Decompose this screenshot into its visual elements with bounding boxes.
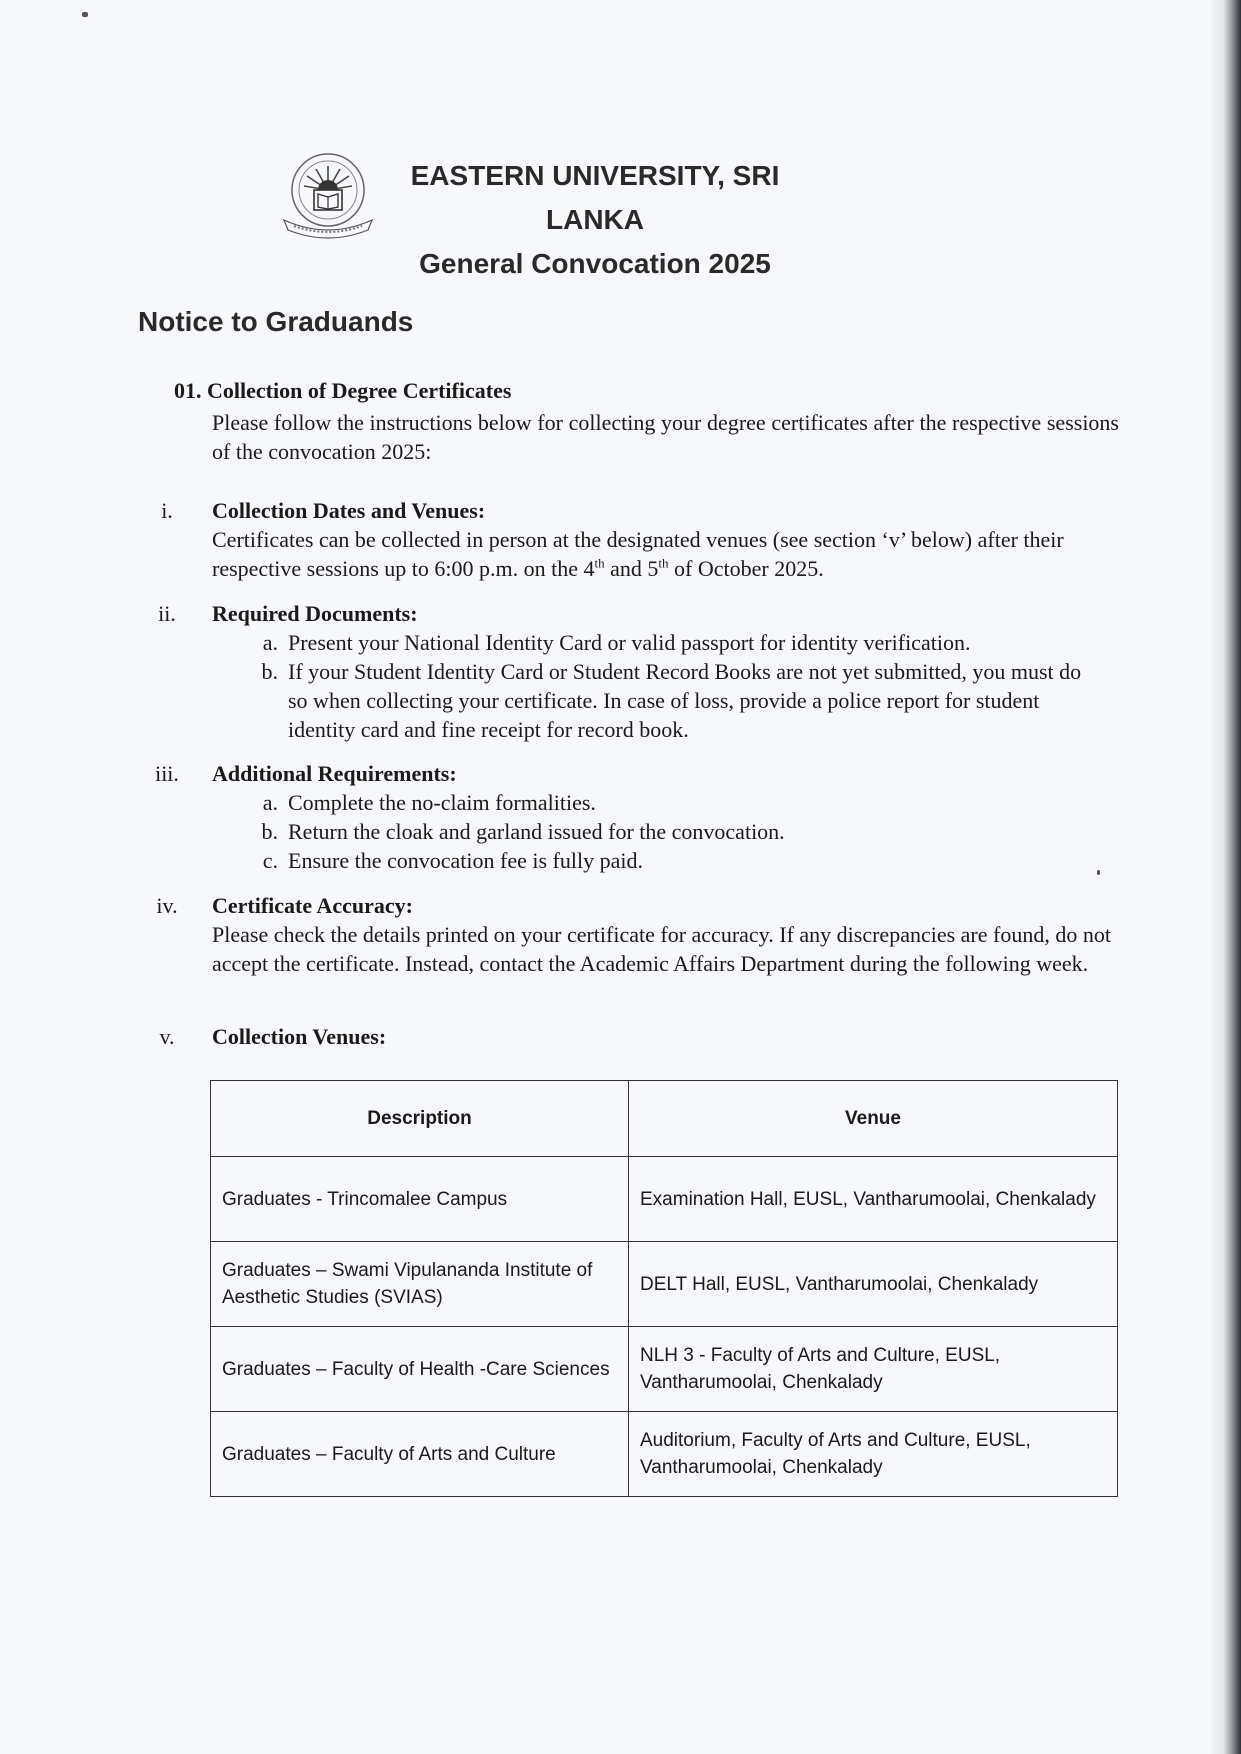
scan-edge (1223, 0, 1241, 1754)
item-numeral: iv. (156, 893, 178, 918)
item-text: Certificates can be collected in person at the designated venues (see section ‘v’ below) after their respective sessions up to 6:00 p.m. on the 4th and 5th of October 2025. (212, 527, 1064, 581)
item-numeral: v. (159, 1024, 175, 1049)
venue-cell: Examination Hall, EUSL, Vantharumoolai, Chenkalady (629, 1157, 1118, 1242)
list-item: a. Complete the no-claim formalities. (262, 790, 596, 815)
table-row (211, 1157, 1118, 1242)
table-row (211, 1327, 1118, 1412)
item-numeral: ii. (158, 601, 176, 626)
university-name: EASTERN UNIVERSITY, SRI LANKA (410, 160, 780, 235)
column-header-venue: Venue (629, 1081, 1118, 1157)
item-additional-requirements (212, 759, 1122, 875)
list-item: a. Present your National Identity Card or valid passport for identity verification. (262, 630, 971, 655)
venue-cell: NLH 3 - Faculty of Arts and Culture, EUSL, Vantharumoolai, Chenkalady (629, 1327, 1118, 1412)
scan-shadow (1209, 0, 1223, 1754)
description-cell: Graduates – Faculty of Arts and Culture (211, 1412, 629, 1497)
letterhead (280, 150, 920, 279)
section-heading: 01. Collection of Degree Certificates (174, 378, 512, 403)
item-collection-dates (212, 496, 1122, 583)
page-title: Notice to Graduands (138, 306, 414, 337)
item-certificate-accuracy (212, 891, 1122, 978)
item-collection-venues (212, 1022, 1122, 1051)
table-header-row (211, 1081, 1118, 1157)
item-heading: Collection Venues: (212, 1024, 387, 1049)
item-heading: Certificate Accuracy: (212, 893, 413, 918)
section-intro: Please follow the instructions below for collecting your degree certificates after the respective sessions of the convocation 2025: (212, 410, 1119, 464)
university-seal-icon (280, 150, 376, 240)
item-text: Please check the details printed on your certificate for accuracy. If any discrepancies are found, do not accept the certificate. Instead, contact the Academic Affairs Department during the following week. (212, 922, 1111, 976)
item-numeral: iii. (155, 761, 179, 786)
description-cell: Graduates – Swami Vipulananda Institute of Aesthetic Studies (SVIAS) (211, 1242, 629, 1327)
item-numeral: i. (161, 498, 173, 523)
item-heading: Additional Requirements: (212, 761, 457, 786)
venue-cell: DELT Hall, EUSL, Vantharumoolai, Chenkalady (629, 1242, 1118, 1327)
description-cell: Graduates – Faculty of Health -Care Sciences (211, 1327, 629, 1412)
description-cell: Graduates - Trincomalee Campus (211, 1157, 629, 1242)
scan-speck (82, 12, 88, 17)
list-item: b. If your Student Identity Card or Student Record Books are not yet submitted, you must do so when collecting your certificate. In case of loss, provide a police report for student identity card and fine receipt for record book. (261, 659, 1082, 742)
venues-table (210, 1080, 1118, 1497)
item-required-documents (212, 599, 1122, 744)
list-item: c. Ensure the convocation fee is fully paid. (262, 848, 643, 873)
table-row (211, 1242, 1118, 1327)
column-header-description: Description (211, 1081, 629, 1157)
table-row (211, 1412, 1118, 1497)
event-title: General Convocation 2025 (419, 248, 771, 279)
venue-cell: Auditorium, Faculty of Arts and Culture, EUSL, Vantharumoolai, Chenkalady (629, 1412, 1118, 1497)
item-heading: Collection Dates and Venues: (212, 498, 486, 523)
item-heading: Required Documents: (212, 601, 418, 626)
list-item: b. Return the cloak and garland issued for the convocation. (261, 819, 785, 844)
